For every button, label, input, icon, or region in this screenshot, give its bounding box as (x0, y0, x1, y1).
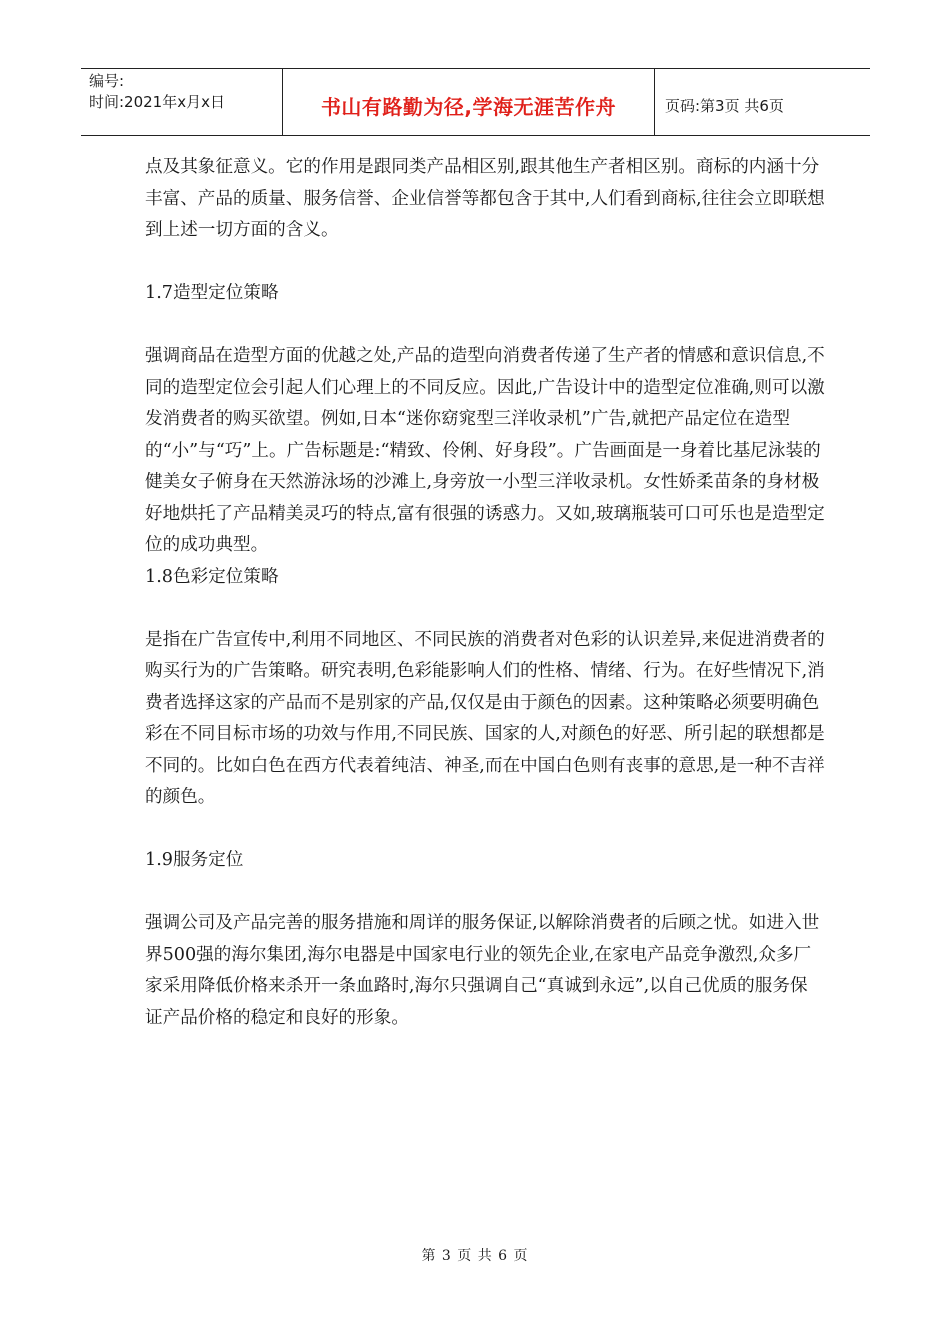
document-number-label: 编号: (89, 72, 125, 90)
header-page-cell (655, 69, 870, 135)
paragraph-shape-positioning: 强调商品在造型方面的优越之处,产品的造型向消费者传递了生产者的情感和意识信息,不同的造型定位会引起人们心理上的不同反应。因此,广告设计中的造型定位准确,则可以激发消费者的购买欲望。例如,日本“迷你窈窕型三洋收录机”广告,就把产品定位在造型的“小”与“巧”上。广告标题是:“精致、伶俐、好身段”。广告画面是一身着比基尼泳装的健美女子俯身在天然游泳场的沙滩上,身旁放一小型三洋收录机。女性娇柔苗条的身材极好地烘托了产品精美灵巧的特点,富有很强的诱惑力。又如,玻璃瓶装可口可乐也是造型定位的成功典型。 (145, 346, 825, 555)
header-page-number: 页码:第3页 共6页 (665, 96, 784, 115)
paragraph-service-positioning: 强调公司及产品完善的服务措施和周详的服务保证,以解除消费者的后顾之忧。如进入世界500强的海尔集团,海尔电器是中国家电行业的领先企业,在家电产品竞争激烈,众多厂家采用降低价格来杀开一条血路时,海尔只强调自己“真诚到永远”,以自己优质的服务保证产品价格的稳定和良好的形象。 (145, 913, 820, 1028)
spacer (145, 814, 825, 846)
header-motto: 书山有路勤为径,学海无涯苦作舟 (320, 94, 617, 119)
header-motto-cell (283, 69, 655, 135)
spacer (145, 877, 825, 909)
paragraph-color-positioning: 是指在广告宣传中,利用不同地区、不同民族的消费者对色彩的认识差异,来促进消费者的购买行为的广告策略。研究表明,色彩能影响人们的性格、情绪、行为。在好些情况下,消费者选择这家的产品而不是别家的产品,仅仅是由于颜色的因素。这种策略必须要明确色彩在不同目标市场的功效与作用,不同民族、国家的人,对颜色的好恶、所引起的联想都是不同的。比如白色在西方代表着纯洁、神圣,而在中国白色则有丧事的意思,是一种不吉祥的颜色。 (145, 629, 825, 807)
document-body (145, 152, 825, 1034)
section-heading-1-8: 1.8色彩定位策略 (145, 566, 279, 587)
spacer (145, 247, 825, 279)
spacer (145, 593, 825, 625)
section-heading-1-7: 1.7造型定位策略 (145, 283, 279, 303)
section-heading-1-9: 1.9服务定位 (145, 850, 244, 870)
footer-page-indicator: 第 3 页 共 6 页 (421, 1248, 529, 1264)
page-footer (0, 1245, 950, 1265)
spacer (145, 310, 825, 342)
header-meta-cell (81, 69, 283, 135)
document-date-label: 时间:2021年x月x日 (89, 93, 225, 111)
paragraph-trademark-continued: 点及其象征意义。它的作用是跟同类产品相区别,跟其他生产者相区别。商标的内涵十分丰富、产品的质量、服务信誉、企业信誉等都包含于其中,人们看到商标,往往会立即联想到上述一切方面的含义。 (145, 157, 825, 240)
page-header (81, 68, 870, 136)
